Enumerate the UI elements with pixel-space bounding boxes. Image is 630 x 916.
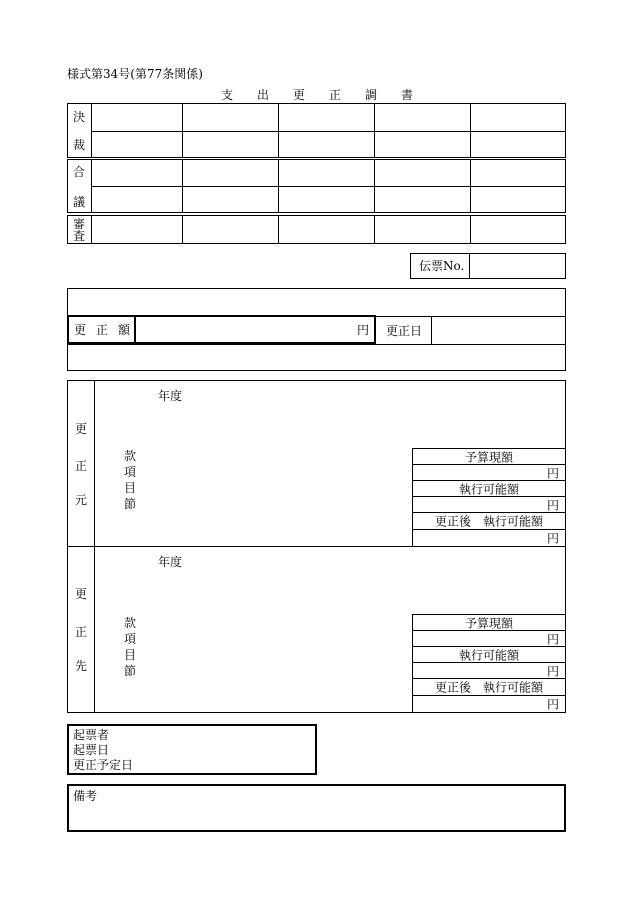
drafter-label: 起票者 (73, 728, 110, 742)
after-fiscal-year: 年度 (158, 555, 183, 569)
before-after-exec-yen: 円 (546, 531, 559, 546)
before-side-label: 更 (74, 422, 87, 436)
title-char: 更 (293, 88, 306, 102)
after-budget-item: 節 (123, 664, 136, 678)
before-budget-current-yen: 円 (546, 466, 559, 480)
before-budget-current-label: 予算現額 (464, 450, 513, 464)
after-after-exec-label: 更正後 執行可能額 (434, 680, 543, 695)
correction-amount-label: 正 (96, 323, 109, 337)
after-budget-item: 目 (123, 648, 136, 662)
shinsa-label: 査 (72, 229, 85, 243)
before-budget-item: 項 (123, 465, 136, 479)
after-budget-current-label: 予算現額 (464, 616, 513, 630)
gogi-label: 合 (72, 165, 85, 179)
before-side-label: 元 (74, 493, 87, 507)
before-executable-yen: 円 (546, 498, 559, 512)
after-budget-item: 項 (123, 632, 136, 646)
title-char: 出 (257, 88, 270, 102)
title-char: 書 (401, 88, 414, 102)
before-budget-item: 節 (123, 497, 136, 511)
title-char: 正 (329, 88, 342, 102)
shinsa-block (67, 215, 566, 244)
title-char: 調 (365, 88, 378, 102)
before-budget-item: 目 (123, 481, 136, 495)
before-after-exec-label: 更正後 執行可能額 (434, 514, 543, 529)
correction-amount-box (67, 315, 376, 344)
after-executable-yen: 円 (546, 664, 559, 678)
kessai-label: 裁 (72, 138, 85, 152)
title-char: 支 (221, 88, 234, 102)
correction-amount-yen: 円 (357, 323, 370, 337)
after-budget-current-yen: 円 (546, 632, 559, 646)
correction-date-label: 更正日 (386, 324, 423, 338)
shinsa-label: 審 (72, 217, 85, 231)
remarks-block[interactable] (67, 784, 566, 832)
before-fiscal-year: 年度 (158, 389, 183, 403)
draft-date-label: 起票日 (73, 743, 110, 757)
before-side-label: 正 (74, 459, 87, 473)
gogi-block (67, 159, 566, 213)
correction-amount-label: 更 (74, 323, 87, 337)
form-number: 様式第34号(第77条関係) (67, 67, 203, 81)
gogi-label: 議 (72, 195, 85, 209)
after-side-label: 更 (74, 587, 87, 601)
correction-amount-label: 額 (118, 323, 131, 337)
voucher-label: 伝票No. (419, 259, 465, 273)
before-executable-label: 執行可能額 (458, 482, 519, 496)
kessai-label: 決 (72, 110, 85, 124)
remarks-label: 備考 (73, 789, 98, 803)
planned-date-label: 更正予定日 (73, 758, 134, 772)
voucher-box (410, 253, 566, 279)
after-executable-label: 執行可能額 (458, 648, 519, 662)
issuer-block (67, 724, 317, 775)
after-after-exec-yen: 円 (546, 697, 559, 712)
after-budget-item: 款 (123, 616, 136, 630)
after-side-label: 正 (74, 625, 87, 639)
kessai-block (67, 103, 566, 158)
after-side-label: 先 (74, 659, 87, 673)
before-budget-item: 款 (123, 449, 136, 463)
